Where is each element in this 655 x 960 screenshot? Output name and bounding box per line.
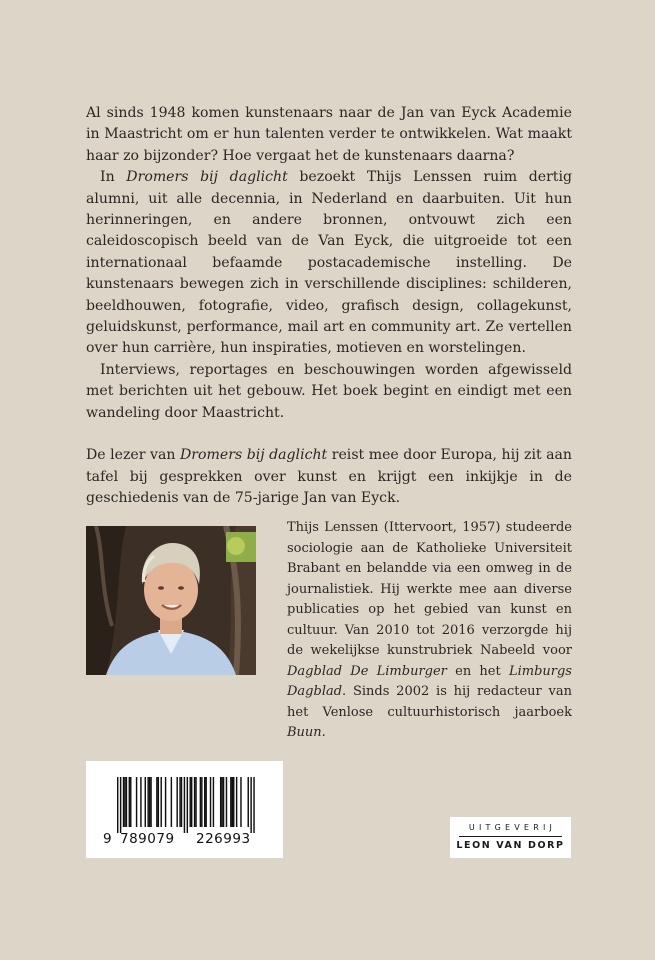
barcode-bar (200, 777, 201, 827)
blurb-p4-lead: De lezer van (86, 447, 180, 464)
blurb-text (86, 103, 572, 509)
barcode-bar (149, 777, 150, 827)
bio-text: . Sinds 2002 is hij redacteur van het Venlose cultuurhistorisch jaarboek (287, 684, 572, 720)
barcode-bar (213, 777, 214, 827)
barcode-bar (184, 777, 185, 833)
barcode-bar (147, 777, 148, 827)
barcode-bar (156, 777, 157, 827)
barcode-bar (176, 777, 177, 827)
blurb-p4-body: reist mee door Europa, hij zit aan tafel bij gesprekken over kunst en krijgt een inkijkje in de geschiedenis van de 75-jarige Jan van Eyck. (86, 447, 573, 506)
author-bio (287, 518, 572, 744)
author-bio-paragraph (287, 518, 572, 744)
barcode-bar (250, 777, 251, 833)
barcode-bar (158, 777, 159, 827)
blurb-p2-lead: In (100, 169, 127, 186)
yearbook-title: Buun (287, 725, 322, 740)
barcode-bar (117, 777, 118, 833)
isbn-group-2: 226993 (196, 831, 251, 847)
isbn-lead-digit: 9 (103, 831, 113, 847)
publisher-logo (450, 817, 571, 858)
blurb-paragraph-3: Interviews, reportages en beschouwingen worden afgewisseld met berichten uit het gebouw. Het boek begint en eindigt met een wandeling door Maastricht. (86, 361, 572, 421)
newspaper-title: Dagblad De Limburger (287, 663, 447, 679)
barcode-bar (140, 777, 141, 827)
newspaper-title: Limburgs Dagblad (287, 663, 572, 699)
barcode-bar (236, 777, 237, 827)
barcode-bar (220, 777, 221, 827)
barcode-bar (230, 777, 231, 827)
barcode-bar (181, 777, 182, 827)
book-title: Dromers bij daglicht (179, 447, 328, 464)
barcode-bar (205, 777, 206, 827)
barcode-bar (165, 777, 166, 827)
barcode-bar (191, 777, 192, 827)
barcode-bar (120, 777, 121, 833)
blurb-paragraph-4 (86, 445, 572, 509)
barcode-bars (86, 761, 283, 858)
publisher-name: LEON VAN DORP (456, 840, 565, 851)
publisher-label: UITGEVERIJ (468, 823, 557, 832)
bio-text: en het (446, 663, 509, 679)
barcode-bar (187, 777, 188, 833)
barcode-bar (221, 777, 222, 827)
isbn-group-1: 789079 (120, 831, 175, 847)
barcode-bar (233, 777, 234, 827)
barcode-bar (126, 777, 127, 827)
blurb-paragraph-1: Al sinds 1948 komen kunstenaars naar de Jan van Eyck Academie in Maastricht om er hun talenten verder te ontwikkelen. Wat maakt haar zo bijzonder? Hoe vergaat het de kunstenaars daarna? (86, 105, 572, 164)
barcode-bar (124, 777, 125, 827)
barcode-bar (226, 777, 227, 827)
barcode-bar (248, 777, 249, 827)
barcode-bar (204, 777, 205, 827)
barcode-bar (150, 777, 151, 827)
isbn-barcode (86, 761, 283, 858)
barcode-bar (223, 777, 224, 827)
barcode-bar (195, 777, 196, 827)
barcode-bar (145, 777, 146, 827)
barcode-bar (232, 777, 233, 827)
barcode-bar (210, 777, 211, 827)
barcode-bar (253, 777, 254, 833)
barcode-bar (130, 777, 131, 827)
blurb-paragraph-2 (86, 167, 572, 360)
barcode-bar (201, 777, 202, 827)
barcode-bar (123, 777, 124, 827)
barcode-bar (240, 777, 241, 827)
publisher-divider (459, 836, 562, 837)
barcode-bar (136, 777, 137, 827)
author-photo (86, 526, 256, 675)
barcode-bar (129, 777, 130, 827)
book-title: Dromers bij daglicht (126, 169, 288, 186)
barcode-bar (161, 777, 162, 827)
barcode-bar (194, 777, 195, 827)
barcode-bar (190, 777, 191, 827)
barcode-bar (179, 777, 180, 827)
bio-text: Thijs Lenssen (Ittervoort, 1957) studeerde sociologie aan de Katholieke Universiteit Brabant en belandde via een omweg in de journalistiek. Hij werkte mee aan diverse publicaties op het gebied van kunst en cultuur. Van 2010 tot 2016 verzorgde hij de wekelijkse kunstrubriek Nabeeld voor (287, 520, 572, 658)
bio-text: . (321, 725, 326, 740)
blurb-p2-body: bezoekt Thijs Lenssen ruim dertig alumni, uit alle decennia, in Nederland en daarbuiten. Uit hun herinneringen, en andere bronnen, ontvouwt zich een caleidoscopisch beeld van de Van Eyck, die uitgroeide tot een internationaal befaamde postacademische instelling. De kunstenaars bewegen zich in verschillende disciplines: schilderen, beeldhouwen, fotografie, video, grafisch design, collagekunst, geluidskunst, performance, mail art en community art. Ze vertellen over hun carrière, hun inspiraties, motieven en worstelingen. (86, 169, 573, 357)
barcode-bar (171, 777, 172, 827)
